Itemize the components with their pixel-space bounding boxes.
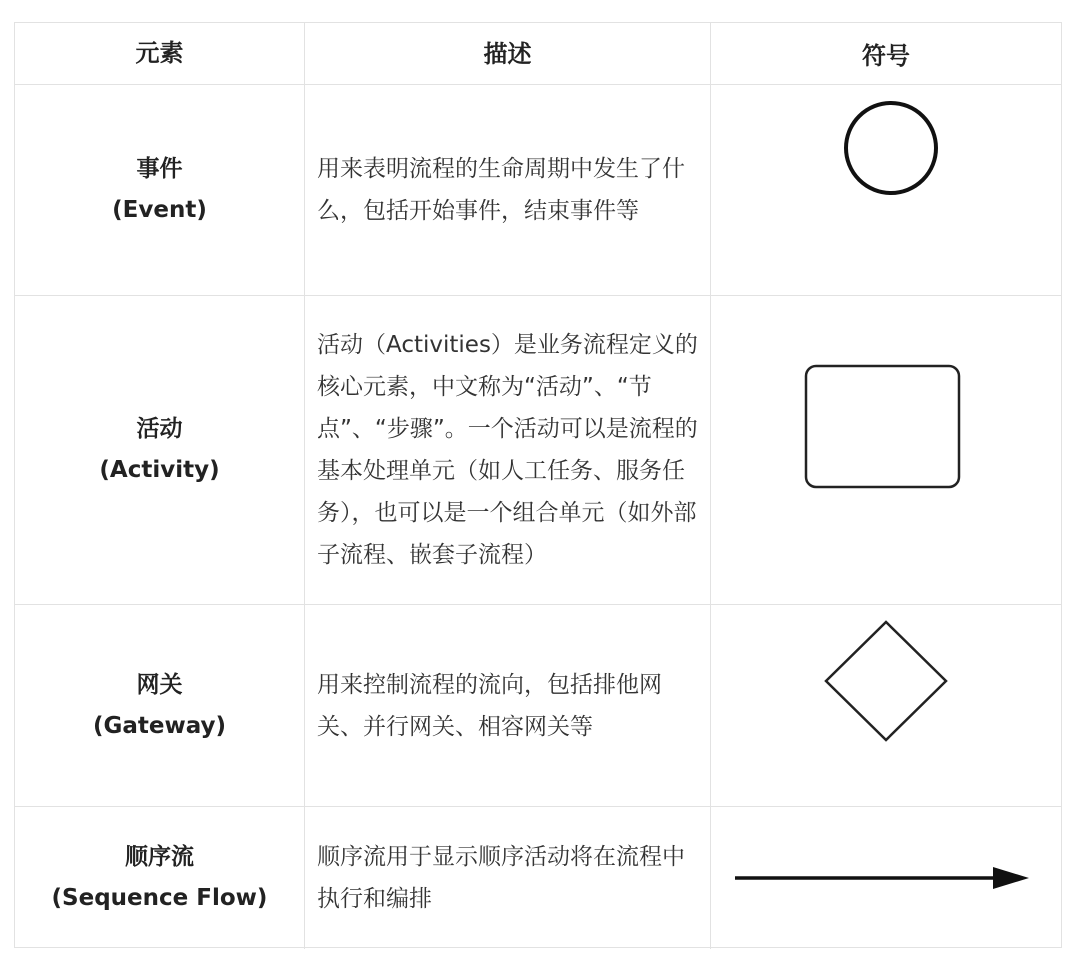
element-description: 顺序流用于显示顺序活动将在流程中执行和编排 (317, 844, 685, 912)
element-description: 用来表明流程的生命周期中发生了什么，包括开始事件，结束事件等 (317, 156, 685, 224)
table-header-row (15, 23, 1061, 85)
element-description-cell (305, 296, 711, 604)
element-name-cell (15, 605, 305, 806)
symbol-cell (711, 296, 1061, 604)
element-name-cell (15, 85, 305, 295)
symbol-cell (711, 807, 1061, 949)
header-symbol: 符号 (862, 42, 910, 70)
header-element: 元素 (15, 23, 305, 84)
element-description-cell (305, 807, 711, 949)
element-name: 事件 (136, 156, 183, 182)
diamond-icon (822, 619, 952, 749)
element-name: 网关 (136, 671, 183, 698)
element-name-cell (15, 807, 305, 949)
element-description-cell (305, 85, 711, 295)
table-row-activity (15, 296, 1061, 605)
symbol-cell (711, 605, 1061, 806)
circle-icon (841, 98, 941, 198)
element-description: 活动（Activities）是业务流程定义的核心元素，中文称为“活动”、“节点”、“步骤”。一个活动可以是流程的基本处理单元（如人工任务、服务任务），也可以是一个组合单元（如外部子流程、嵌套子流程） (317, 332, 698, 568)
element-english-name: (Gateway) (92, 712, 227, 739)
table-row-sequence-flow (15, 807, 1061, 949)
element-name-cell (15, 296, 305, 604)
symbol-cell (711, 85, 1061, 295)
rounded-rectangle-icon (804, 364, 964, 494)
element-name: 顺序流 (125, 844, 194, 870)
element-description-cell (305, 605, 711, 806)
bpmn-elements-table (14, 22, 1062, 948)
element-english-name: (Sequence Flow) (51, 885, 268, 911)
element-description: 用来控制流程的流向，包括排他网关、并行网关、相容网关等 (317, 671, 662, 740)
element-english-name: (Activity) (99, 457, 220, 483)
header-description: 描述 (305, 23, 711, 84)
element-name: 活动 (136, 416, 183, 442)
arrow-icon (731, 858, 1041, 898)
table-row-gateway (15, 605, 1061, 807)
table-row-event (15, 85, 1061, 296)
element-english-name: (Event) (112, 197, 207, 223)
